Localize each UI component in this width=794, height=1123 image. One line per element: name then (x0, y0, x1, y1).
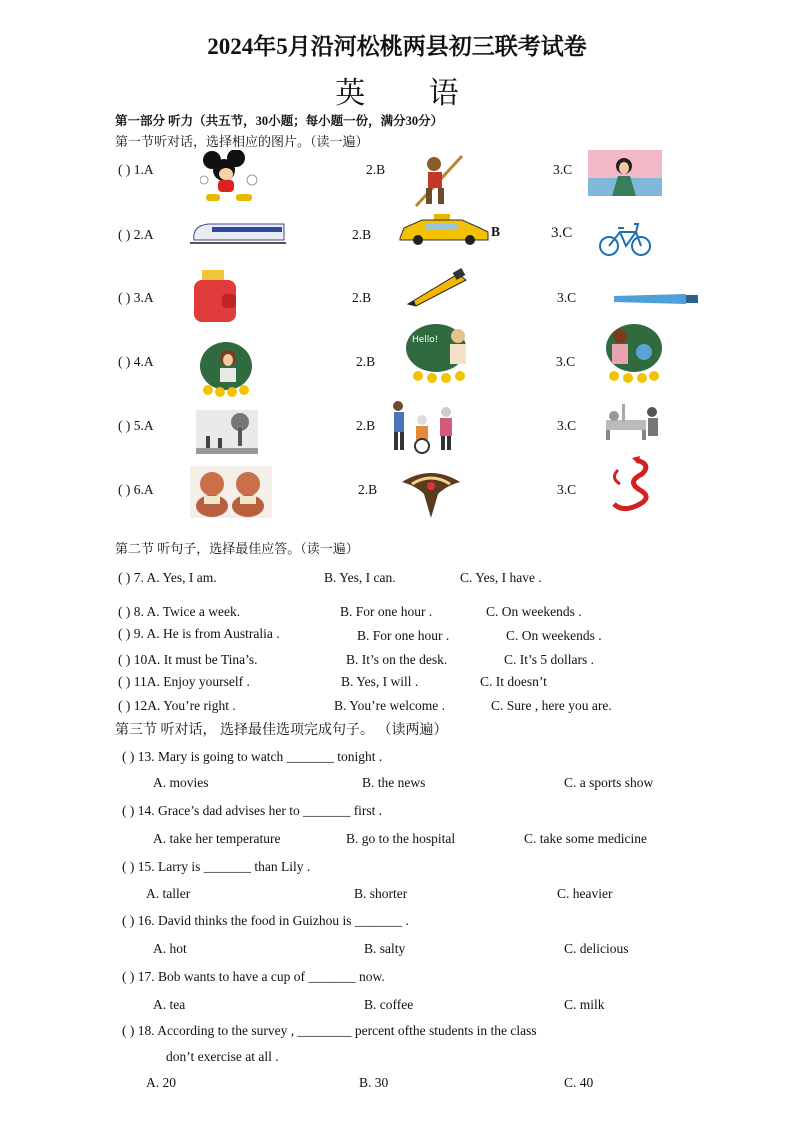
q18-option-a: A. 20 (146, 1075, 176, 1090)
subject-title: 英 语 (335, 77, 487, 110)
q2-extra-letter: B (491, 224, 501, 239)
q12-option-c: C. Sure , here you are. (491, 698, 612, 713)
q2-option-b: 2.B (352, 227, 372, 242)
q14-option-a: A. take her temperature (153, 831, 281, 846)
q5-option-c: 3.C (557, 418, 577, 433)
elderly-wheelchair-image (388, 398, 458, 459)
section3-heading: 第三节 听对话， 选择最佳选项完成句子。 （读两遍） (115, 723, 448, 738)
taxi-image (396, 212, 492, 251)
q1-option-b: 2.B (366, 162, 386, 177)
q18-option-c: C. 40 (564, 1075, 594, 1090)
q13-option-c: C. a sports show (564, 775, 654, 790)
q10-option-c: C. It’s 5 dollars . (504, 652, 594, 667)
monkey-king-image (412, 152, 468, 215)
q8-option-a: ( ) 8. A. Twice a week. (118, 604, 241, 619)
q9-option-c: C. On weekends . (506, 628, 602, 643)
teacher-globe-image (602, 322, 664, 389)
q16-question: ( ) 16. David thinks the food in Guizhou is _______ . (122, 913, 409, 928)
q10-option-b: B. It’s on the desk. (346, 652, 448, 667)
q2-number: ( ) 2.A (118, 227, 154, 242)
q6-option-c: 3.C (557, 482, 577, 497)
hospital-room-image (602, 398, 664, 447)
part1-heading: 第一部分 听力（共五节，30小题；每小题一份，满分30分） (115, 114, 444, 128)
q12-option-a: ( ) 12A. You’re right . (118, 698, 236, 713)
q5-number: ( ) 5.A (118, 418, 154, 433)
kite-image (398, 464, 464, 525)
park-scene-image (196, 410, 258, 459)
exam-title: 2024年5月沿河松桃两县初三联考试卷 (207, 34, 587, 59)
svg-text:Hello!: Hello! (412, 335, 439, 345)
q10-option-a: ( ) 10A. It must be Tina’s. (118, 652, 258, 667)
q17-question: ( ) 17. Bob wants to have a cup of _______ now. (122, 969, 385, 984)
q8-option-c: C. On weekends . (486, 604, 582, 619)
q18-option-b: B. 30 (359, 1075, 389, 1090)
q15-question: ( ) 15. Larry is _______ than Lily . (122, 859, 311, 874)
q16-option-b: B. salty (364, 941, 406, 956)
q18-question-continued: don’t exercise at all . (166, 1049, 279, 1064)
q15-option-a: A. taller (146, 886, 191, 901)
clay-figures-image (190, 466, 272, 523)
q4-option-b: 2.B (356, 354, 376, 369)
q13-question: ( ) 13. Mary is going to watch _______ tonight . (122, 749, 383, 764)
q16-option-a: A. hot (153, 941, 187, 956)
q2-option-c: 3.C (551, 225, 573, 241)
mulan-image (588, 150, 662, 201)
mickey-mouse-image (200, 150, 266, 213)
q14-option-b: B. go to the hospital (346, 831, 456, 846)
wallet-image (192, 268, 238, 331)
q13-option-a: A. movies (153, 775, 209, 790)
q17-option-a: A. tea (153, 997, 186, 1012)
q7-option-b: B. Yes, I can. (324, 570, 396, 585)
q3-option-c: 3.C (557, 290, 577, 305)
q5-option-b: 2.B (356, 418, 376, 433)
pen-image (404, 268, 470, 313)
umbrella-image (612, 290, 700, 313)
section1-heading: 第一节听对话，选择相应的图片。（读一遍） (115, 134, 369, 149)
q4-number: ( ) 4.A (118, 354, 154, 369)
q18-question: ( ) 18. According to the survey , ________ percent ofthe students in the class (122, 1023, 537, 1038)
q14-option-c: C. take some medicine (524, 831, 647, 846)
q17-option-c: C. milk (564, 997, 605, 1012)
q3-option-b: 2.B (352, 290, 372, 305)
q14-question: ( ) 14. Grace’s dad advises her to _______ first . (122, 803, 383, 818)
q16-option-c: C. delicious (564, 941, 629, 956)
q13-option-b: B. the news (362, 775, 426, 790)
q11-option-c: C. It doesn’t (480, 674, 547, 689)
q15-option-b: B. shorter (354, 886, 408, 901)
q4-option-c: 3.C (556, 354, 576, 369)
q17-option-b: B. coffee (364, 997, 414, 1012)
q11-option-a: ( ) 11A. Enjoy yourself . (118, 674, 250, 689)
q9-option-b: B. For one hour . (357, 628, 450, 643)
q8-option-b: B. For one hour . (340, 604, 433, 619)
teacher-hello-image (404, 322, 476, 389)
q11-option-b: B. Yes, I will . (341, 674, 419, 689)
q6-option-b: 2.B (358, 482, 378, 497)
q7-option-c: C. Yes, I have . (460, 570, 542, 585)
dragon-image (606, 454, 656, 521)
q1-option-c: 3.C (553, 162, 573, 177)
q6-number: ( ) 6.A (118, 482, 154, 497)
bicycle-image (598, 214, 652, 263)
q7-option-a: ( ) 7. A. Yes, I am. (118, 570, 217, 585)
q1-number: ( ) 1.A (118, 162, 154, 177)
teacher-reading-image (198, 340, 254, 403)
train-image (190, 218, 286, 251)
q3-number: ( ) 3.A (118, 290, 154, 305)
q9-option-a: ( ) 9. A. He is from Australia . (118, 626, 280, 641)
q15-option-c: C. heavier (557, 886, 613, 901)
q12-option-b: B. You’re welcome . (334, 698, 445, 713)
section2-heading: 第二节 听句子，选择最佳应答。（读一遍） (115, 541, 359, 556)
